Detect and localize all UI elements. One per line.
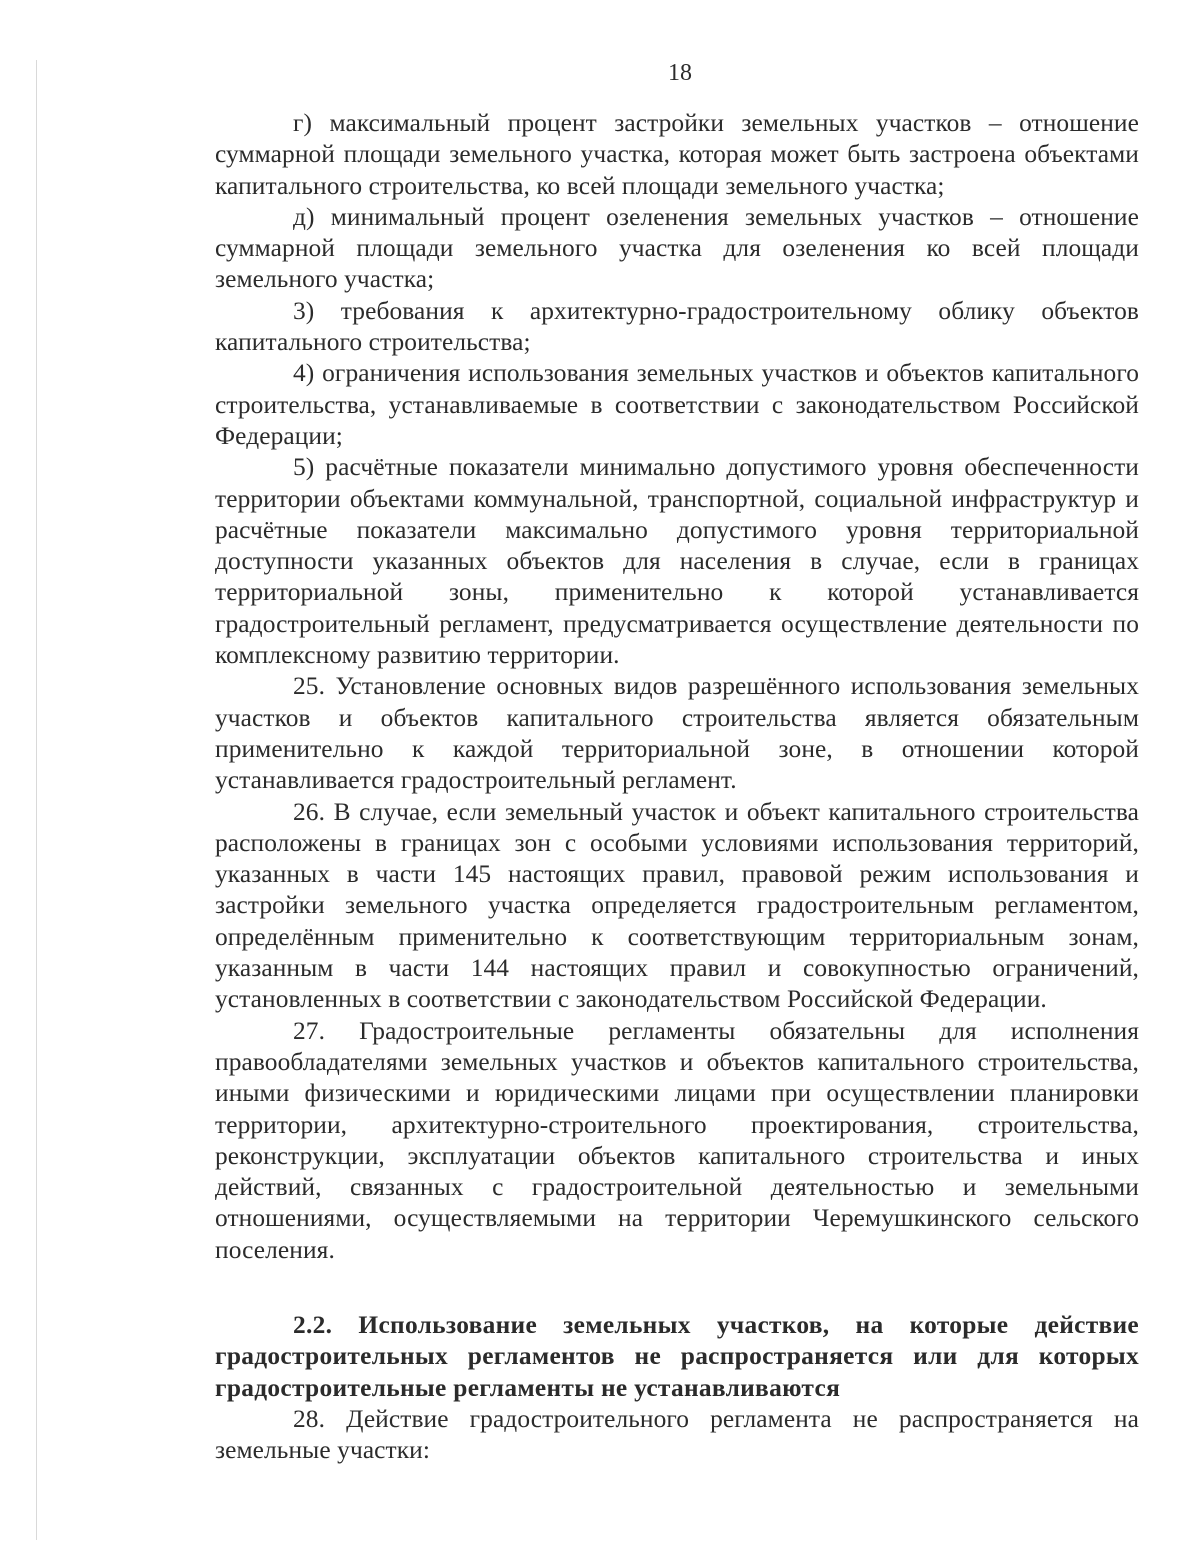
paragraph-3: 3) требования к архитектурно-градостроительному облику объектов капитального строительства; [215, 296, 1139, 357]
scan-margin-line [36, 60, 37, 1540]
paragraph-5: 5) расчётные показатели минимально допустимого уровня обеспеченности территории объектами коммунальной, транспортной, социальной инфраструктур и расчётные показатели максимально допустимого уровня территориальной доступности указанных объектов для населения в случае, если в границах территориальной зоны, применительно к которой устанавливается градостроительный регламент, предусматривается осуществление деятельности по комплексному развитию территории. [215, 453, 1139, 670]
paragraph-27: 27. Градостроительные регламенты обязательны для исполнения правообладателями земельных участков и объектов капитального строительства, иными физическими и юридическими лицами при осуществлении планировки территории, архитектурно-строительного проектирования, строительства, реконструкции, эксплуатации объектов капитального строительства и иных действий, связанных с градостроительной деятельностью и земельными отношениями, осуществляемыми на территории Черемушкинского сельского поселения. [215, 1016, 1139, 1264]
page-number: 18 [668, 60, 692, 86]
paragraph-4: 4) ограничения использования земельных участков и объектов капитального строительства, устанавливаемые в соответствии с законодательством Российской Федерации; [215, 359, 1139, 450]
paragraph-28: 28. Действие градостроительного регламента не распространяется на земельные участки: [215, 1404, 1139, 1465]
paragraph-d: д) минимальный процент озеленения земельных участков – отношение суммарной площади земельного участка для озеленения ко всей площади земельного участка; [215, 202, 1139, 294]
paragraph-26: 26. В случае, если земельный участок и объект капитального строительства расположены в границах зон с особыми условиями использования территорий, указанных в части 145 настоящих правил, правовой режим использования и застройки земельного участка определяется градостроительным регламентом, определённым применительно к соответствующим территориальным зонам, указанным в части 144 настоящих правил и совокупностью ограничений, установленных в соответствии с законодательством Российской Федерации. [215, 797, 1139, 1014]
section-heading-2-2: 2.2. Использование земельных участков, на которые действие градостроительных регламентов не распространяется или для которых градостроительные регламенты не устанавливаются [215, 1310, 1139, 1402]
paragraph-25: 25. Установление основных видов разрешённого использования земельных участков и объектов капитального строительства является обязательным применительно к каждой территориальной зоне, в отношении которой устанавливается градостроительный регламент. [215, 672, 1139, 795]
document-body [215, 108, 1139, 1466]
paragraph-g: г) максимальный процент застройки земельных участков – отношение суммарной площади земельного участка, которая может быть застроена объектами капитального строительства, ко всей площади земельного участка; [215, 109, 1139, 200]
